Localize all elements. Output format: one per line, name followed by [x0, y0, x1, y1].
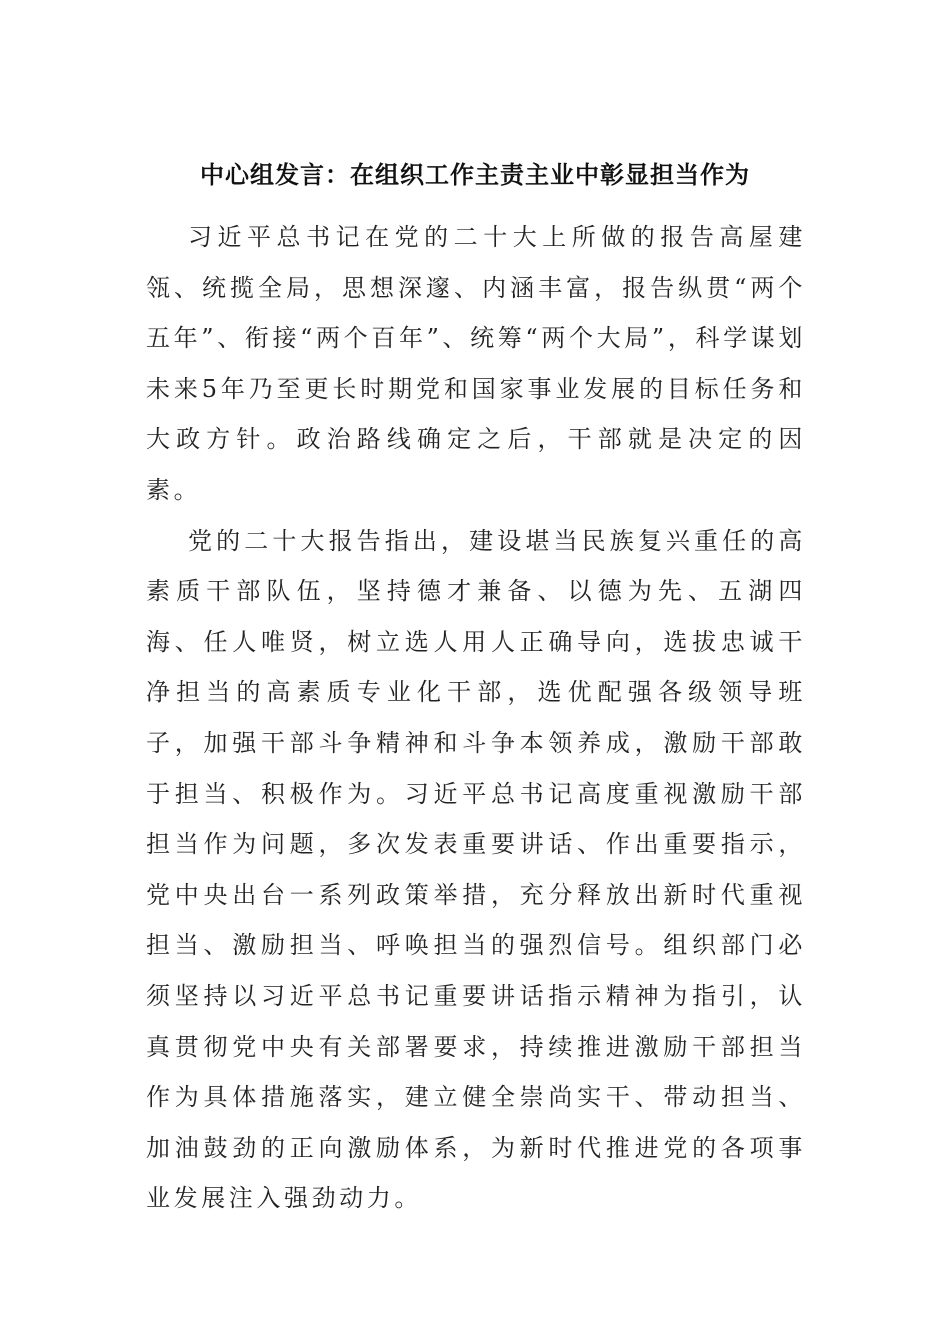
document-body — [146, 212, 806, 1224]
document-title: 中心组发言：在组织工作主责主业中彰显担当作为 — [200, 161, 750, 189]
paragraph-1: 习近平总书记在党的二十大上所做的报告高屋建瓴、统揽全局，思想深邃、内涵丰富，报告纵贯“两个五年”、衔接“两个百年”、统筹“两个大局”，科学谋划未来5年乃至更长时期党和国家事业发展的目标任务和大政方针。政治路线确定之后，干部就是决定的因素。 — [146, 223, 806, 504]
paragraph-2: 党的二十大报告指出，建设堪当民族复兴重任的高素质干部队伍，坚持德才兼备、以德为先、五湖四海、任人唯贤，树立选人用人正确导向，选拔忠诚干净担当的高素质专业化干部，选优配强各级领导班子，加强干部斗争精神和斗争本领养成，激励干部敢于担当、积极作为。习近平总书记高度重视激励干部担当作为问题，多次发表重要讲话、作出重要指示，党中央出台一系列政策举措，充分释放出新时代重视担当、激励担当、呼唤担当的强烈信号。组织部门必须坚持以习近平总书记重要讲话指示精神为指引，认真贯彻党中央有关部署要求，持续推进激励干部担当作为具体措施落实，建立健全崇尚实干、带动担当、加油鼓劲的正向激励体系，为新时代推进党的各项事业发展注入强劲动力。 — [146, 526, 806, 1213]
